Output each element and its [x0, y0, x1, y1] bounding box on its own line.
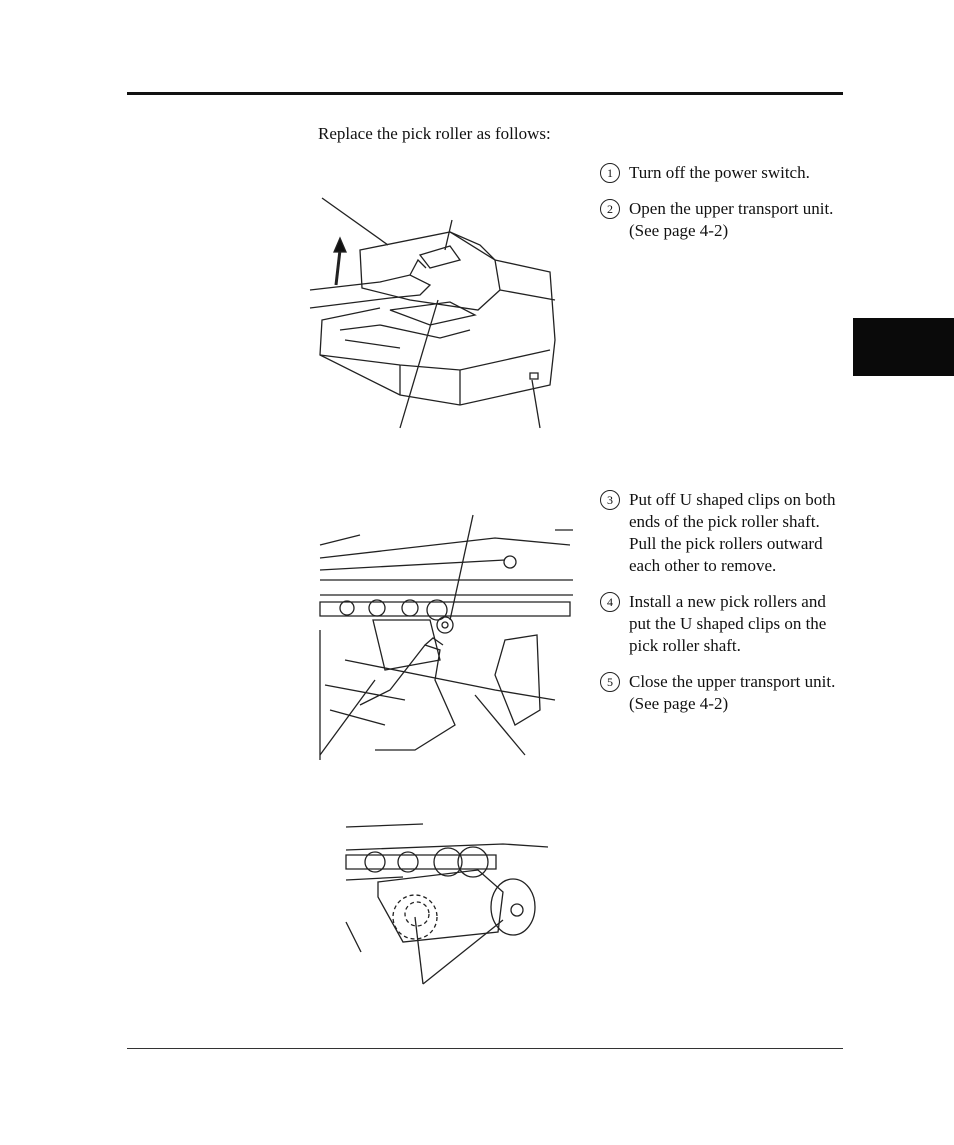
steps-group-2 [600, 489, 840, 729]
step-text-2: Open the upper transport unit. (See page 4-2) [629, 199, 834, 240]
pick-roller-removal-illustration [315, 510, 577, 760]
step-number-5: 5 [600, 672, 620, 692]
frame-lines [346, 824, 548, 952]
step-number-3: 3 [600, 490, 620, 510]
pick-roller-shaft [320, 600, 570, 633]
leader-line [400, 300, 438, 428]
leader-line [322, 198, 388, 245]
step-3 [600, 489, 840, 577]
pick-roller-shaft [346, 847, 496, 877]
up-arrow-icon [336, 250, 340, 285]
steps-group-1 [600, 162, 840, 256]
step-2 [600, 198, 840, 242]
step-1 [600, 162, 840, 184]
step-number-4: 4 [600, 592, 620, 612]
chapter-tab [853, 318, 954, 376]
step-number-1: 1 [600, 163, 620, 183]
leader-line [445, 220, 452, 250]
leader-line [415, 917, 423, 984]
scanner-body [320, 232, 555, 405]
leader-line [475, 695, 525, 755]
step-text-3: Put off U shaped clips on both ends of the pick roller shaft. Pull the pick rollers outward each other to remove. [629, 490, 836, 575]
header-rule [127, 92, 843, 95]
footer-rule [127, 1048, 843, 1049]
step-text-1: Turn off the power switch. [629, 163, 810, 182]
pick-roller-unit [378, 870, 535, 942]
leader-line [450, 515, 473, 620]
step-text-5: Close the upper transport unit. (See page 4-2) [629, 672, 836, 713]
up-arrow-head-icon [334, 238, 346, 252]
leader-line [423, 920, 503, 984]
transport-frame [320, 530, 573, 760]
roller-cover [325, 620, 555, 725]
step-5 [600, 671, 840, 715]
leader-line [320, 680, 375, 755]
scanner-open-illustration [300, 190, 570, 435]
intro-text: Replace the pick roller as follows: [318, 124, 551, 143]
pick-roller-closeup-illustration [343, 822, 553, 987]
step-4 [600, 591, 840, 657]
step-text-4: Install a new pick rollers and put the U shaped clips on the pick roller shaft. [629, 592, 827, 655]
step-number-2: 2 [600, 199, 620, 219]
